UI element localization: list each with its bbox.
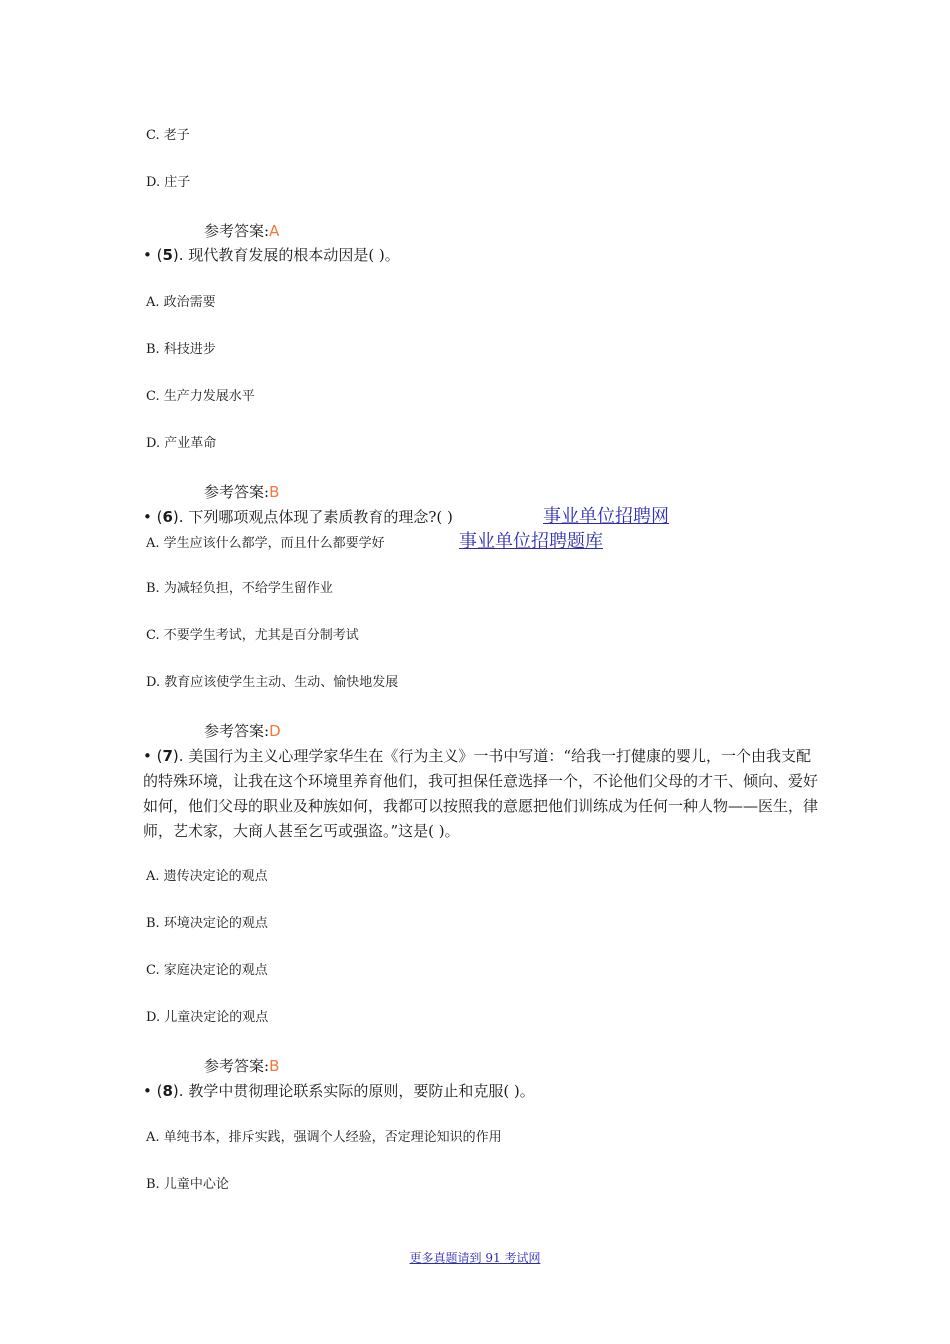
bullet: • (143, 246, 152, 264)
answer-letter: D (269, 722, 281, 740)
question-text: 下列哪项观点体现了素质教育的理念?( ) (183, 508, 453, 526)
q5-question (143, 243, 823, 268)
q7-answer (204, 1056, 279, 1076)
q5-option-d: D. 产业革命 (146, 436, 217, 451)
q4-answer (204, 221, 279, 241)
answer-label: 参考答案: (204, 222, 270, 240)
q5-option-b: B. 科技进步 (146, 342, 216, 357)
q6-option-c: C. 不要学生考试，尤其是百分制考试 (146, 628, 359, 643)
q6-option-a: A. 学生应该什么都学，而且什么都要学好 (146, 536, 385, 551)
bullet: • (143, 1082, 152, 1100)
q5-answer (204, 482, 279, 502)
q6-question (143, 505, 823, 530)
answer-label: 参考答案: (204, 1057, 270, 1075)
q8-option-a: A. 单纯书本，排斥实践，强调个人经验，否定理论知识的作用 (146, 1130, 502, 1145)
question-number: (7). (151, 747, 184, 765)
bullet: • (143, 508, 152, 526)
q7-option-a: A. 遗传决定论的观点 (146, 869, 268, 884)
q5-option-a: A. 政治需要 (146, 295, 216, 310)
question-text: 现代教育发展的根本动因是( )。 (183, 246, 400, 264)
q6-answer (204, 721, 281, 741)
answer-label: 参考答案: (204, 483, 270, 501)
question-number: (5). (151, 246, 184, 264)
answer-label: 参考答案: (204, 722, 270, 740)
q7-option-b: B. 环境决定论的观点 (146, 916, 268, 931)
q6-option-b: B. 为减轻负担，不给学生留作业 (146, 581, 333, 596)
q8-option-b: B. 儿童中心论 (146, 1177, 229, 1192)
q6-option-d: D. 教育应该使学生主动、生动、愉快地发展 (146, 675, 399, 690)
footer-link[interactable]: 更多真题请到 91 考试网 (409, 1251, 541, 1265)
q7-option-d: D. 儿童决定论的观点 (146, 1010, 269, 1025)
question-text: 教学中贯彻理论联系实际的原则，要防止和克服( )。 (183, 1082, 535, 1100)
q7-question (143, 744, 823, 844)
question-number: (8). (151, 1082, 184, 1100)
bullet: • (143, 747, 152, 765)
footer (0, 1249, 950, 1266)
q4-option-d: D. 庄子 (146, 175, 191, 190)
answer-letter: B (269, 1057, 280, 1075)
q4-option-c: C. 老子 (146, 128, 190, 143)
q5-option-c: C. 生产力发展水平 (146, 389, 255, 404)
answer-letter: B (269, 483, 280, 501)
q7-option-c: C. 家庭决定论的观点 (146, 963, 268, 978)
question-text: 美国行为主义心理学家华生在《行为主义》一书中写道：“给我一打健康的婴儿，一个由我支配的特殊环境，让我在这个环境里养育他们，我可担保任意选择一个，不论他们父母的才干、倾向、爱好如何，他们父母的职业及种族如何，我都可以按照我的意愿把他们训练成为任何一种人物——医生，律师，艺术家，大商人甚至乞丐或强盗。”这是( )。 (143, 747, 819, 840)
answer-letter: A (269, 222, 280, 240)
question-number: (6). (151, 508, 184, 526)
q8-question (143, 1079, 823, 1104)
recruit-site-link[interactable]: 事业单位招聘网 (543, 506, 669, 527)
recruit-bank-link[interactable]: 事业单位招聘题库 (459, 531, 603, 552)
